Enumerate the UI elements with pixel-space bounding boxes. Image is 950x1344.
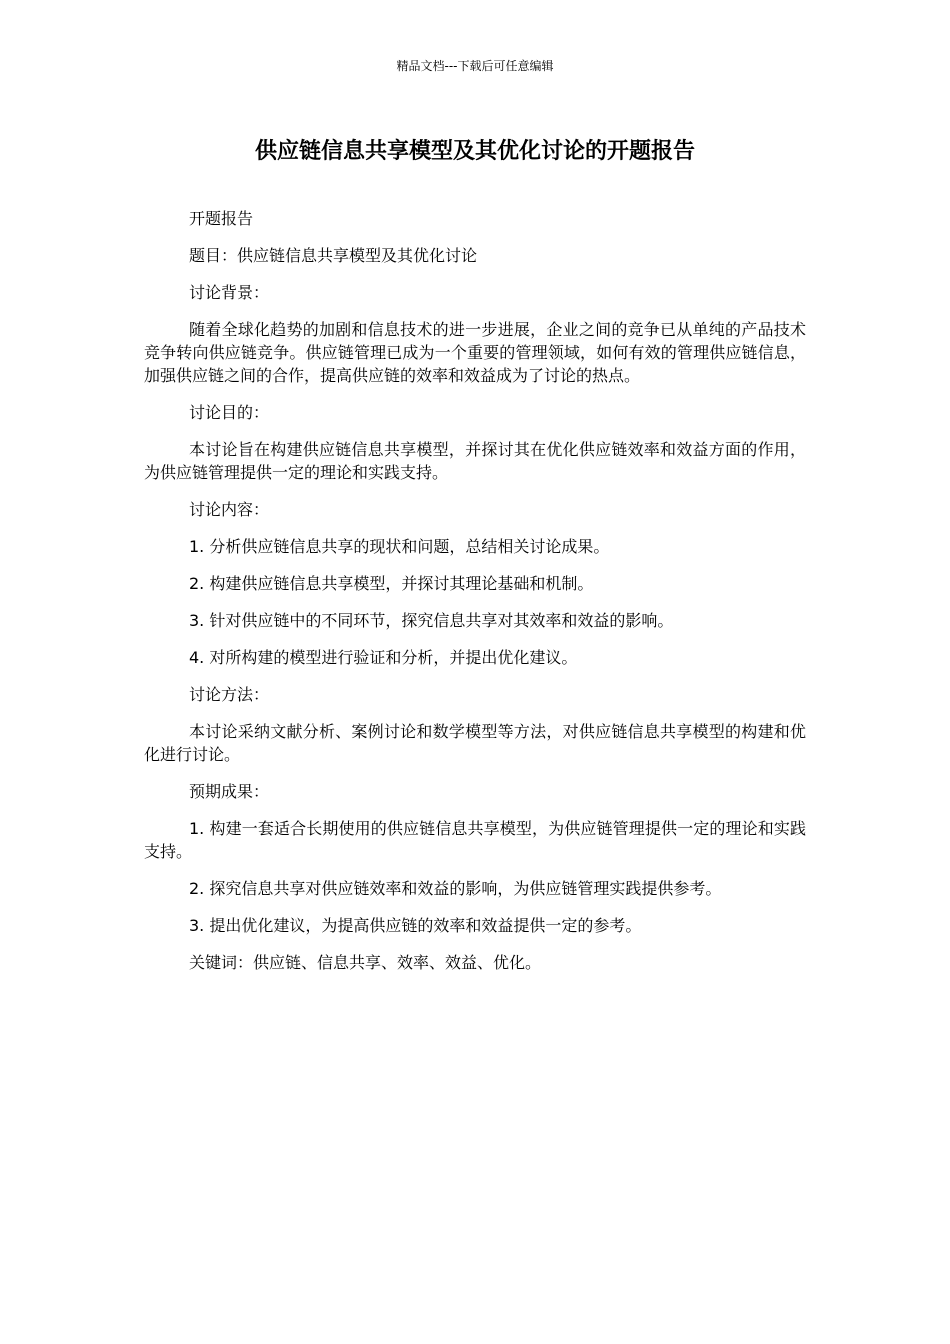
- header-note: 精品文档---下载后可任意编辑: [396, 59, 554, 73]
- document-title: 供应链信息共享模型及其优化讨论的开题报告: [254, 139, 695, 164]
- section-heading-purpose: 讨论目的：: [189, 403, 270, 422]
- result-item: 3. 提出优化建议，为提高供应链的效率和效益提供一定的参考。: [189, 916, 642, 935]
- content-item: 3. 针对供应链中的不同环节，探究信息共享对其效率和效益的影响。: [189, 611, 674, 630]
- result-item: 2. 探究信息共享对供应链效率和效益的影响，为供应链管理实践提供参考。: [189, 879, 722, 898]
- content-item: 4. 对所构建的模型进行验证和分析，并提出优化建议。: [189, 648, 578, 667]
- keywords-line: 关键词：供应链、信息共享、效率、效益、优化。: [189, 953, 542, 972]
- background-paragraph: 随着全球化趋势的加剧和信息技术的进一步进展，企业之间的竞争已从单纯的产品技术竞争转向供应链竞争。供应链管理已成为一个重要的管理领域，如何有效的管理供应链信息，加强供应链之间的合作，提高供应链的效率和效益成为了讨论的热点。: [144, 320, 806, 385]
- content-item: 1. 分析供应链信息共享的现状和问题，总结相关讨论成果。: [189, 537, 610, 556]
- section-heading-content: 讨论内容：: [189, 500, 270, 519]
- report-heading: 开题报告: [189, 209, 254, 228]
- topic-line: 题目：供应链信息共享模型及其优化讨论: [189, 246, 478, 265]
- section-heading-background: 讨论背景：: [189, 283, 270, 302]
- document-body: [144, 207, 806, 988]
- method-paragraph: 本讨论采纳文献分析、案例讨论和数学模型等方法，对供应链信息共享模型的构建和优化进行讨论。: [144, 722, 806, 764]
- section-heading-results: 预期成果：: [189, 782, 270, 801]
- result-item: 1. 构建一套适合长期使用的供应链信息共享模型，为供应链管理提供一定的理论和实践支持。: [144, 819, 806, 861]
- purpose-paragraph: 本讨论旨在构建供应链信息共享模型，并探讨其在优化供应链效率和效益方面的作用，为供应链管理提供一定的理论和实践支持。: [144, 440, 806, 482]
- content-item: 2. 构建供应链信息共享模型，并探讨其理论基础和机制。: [189, 574, 594, 593]
- section-heading-method: 讨论方法：: [189, 685, 270, 704]
